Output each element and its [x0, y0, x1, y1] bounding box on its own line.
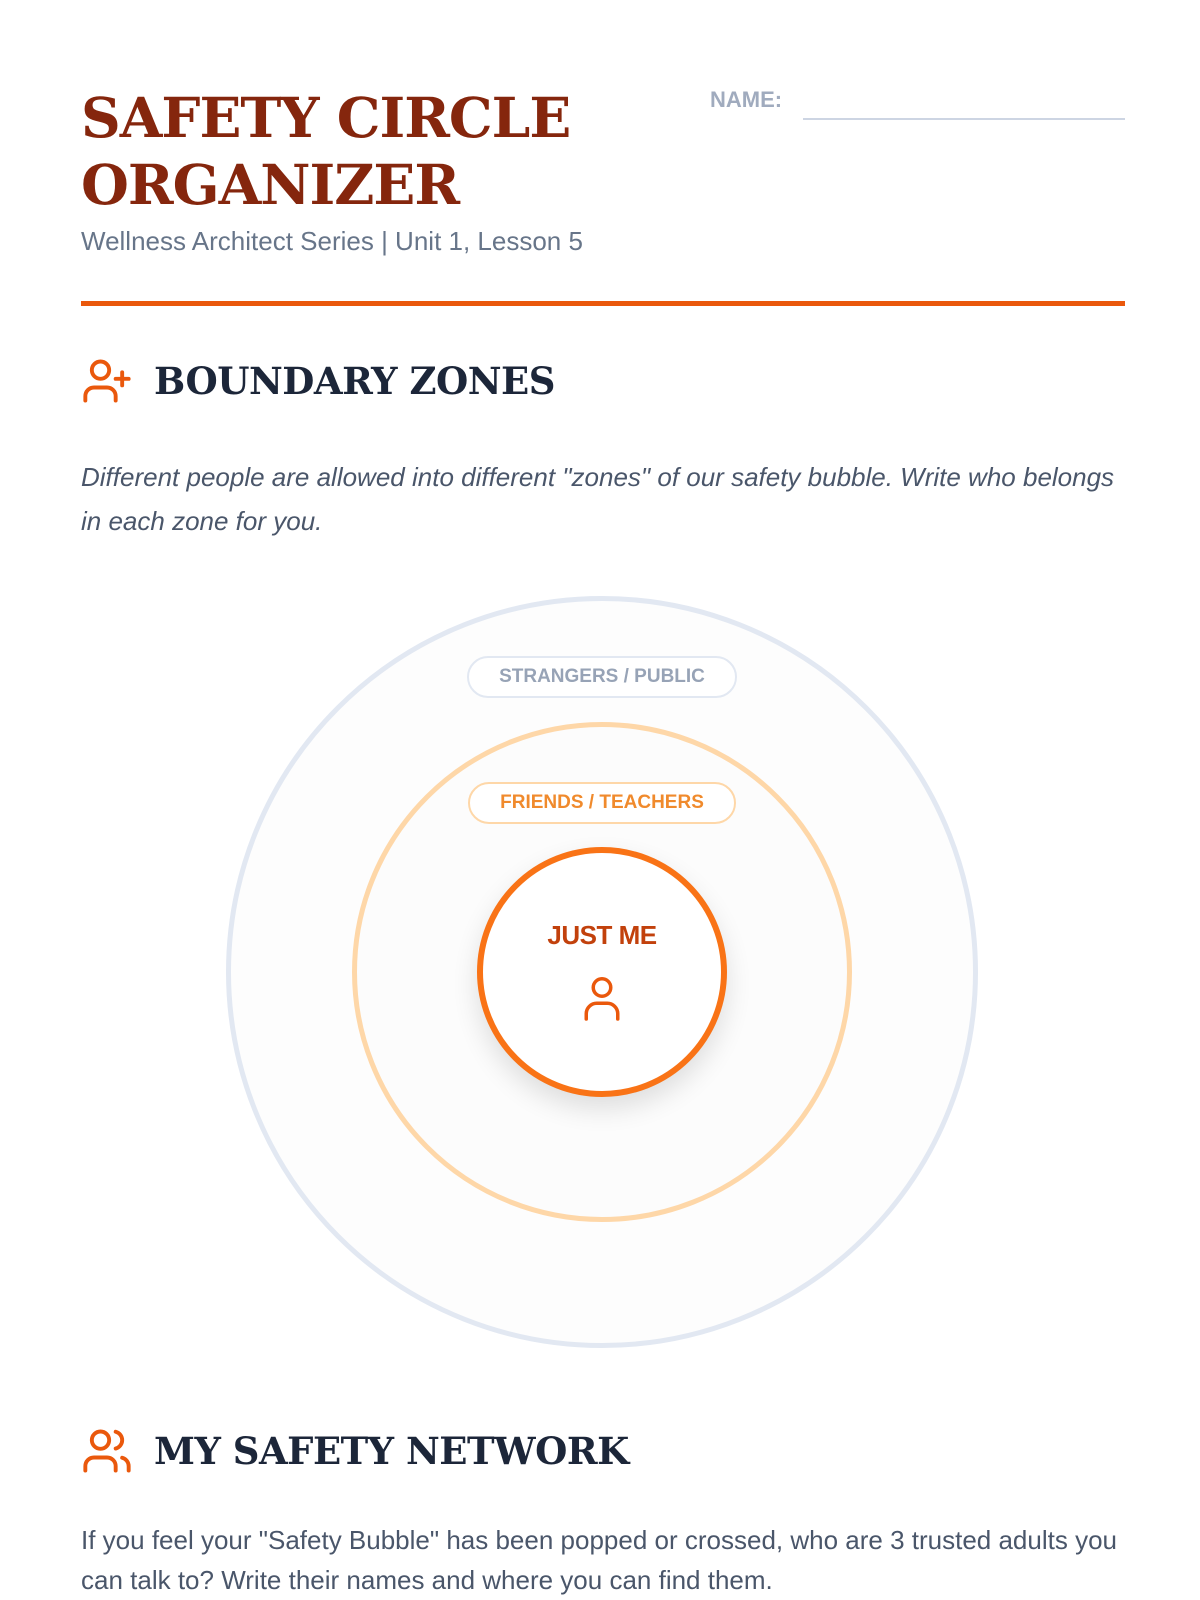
section-title: MY SAFETY NETWORK — [154, 1429, 629, 1473]
name-label: NAME: — [710, 87, 783, 112]
boundary-zones-heading — [81, 355, 555, 407]
zone-label-outer: STRANGERS / PUBLIC — [467, 656, 737, 698]
safety-network-instructions: If you feel your "Safety Bubble" has been popped or crossed, who are 3 trusted adults you can talk to? Write their names and where you can find them. — [81, 1525, 1117, 1595]
name-field[interactable] — [803, 118, 1125, 120]
boundary-zones-instructions: Different people are allowed into different "zones" of our safety bubble. Write who belongs in each zone for you. — [81, 462, 1115, 536]
zone-just-me[interactable] — [477, 847, 727, 1097]
header-divider — [81, 301, 1125, 306]
worksheet-subtitle: Wellness Architect Series | Unit 1, Lesson 5 — [81, 226, 583, 256]
zone-label-middle: FRIENDS / TEACHERS — [468, 782, 736, 824]
users-icon — [81, 1425, 133, 1477]
safety-network-heading — [81, 1425, 629, 1477]
user-plus-icon — [81, 355, 133, 407]
section-title: BOUNDARY ZONES — [154, 359, 555, 403]
worksheet-title: SAFETY CIRCLE ORGANIZER — [81, 85, 571, 217]
zone-label-inner: JUST ME — [547, 920, 657, 950]
user-icon — [581, 975, 623, 1021]
